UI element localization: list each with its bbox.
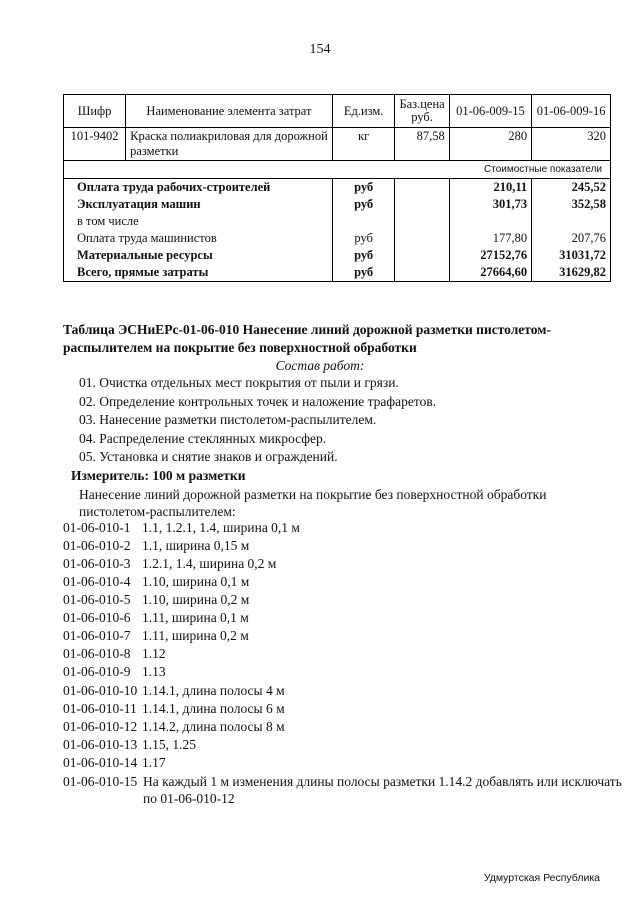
material-name: Краска полиакриловая для дорожной разметки bbox=[126, 128, 333, 161]
summary-v1: 210,11 bbox=[449, 179, 531, 197]
summary-v1: 27152,76 bbox=[449, 247, 531, 264]
rate-text: На каждый 1 м изменения длины полосы разметки 1.14.2 добавлять или исключать bbox=[143, 774, 622, 789]
summary-row bbox=[64, 196, 611, 213]
summary-unit: руб bbox=[332, 196, 395, 213]
region-footer: Удмуртская Республика bbox=[483, 872, 600, 884]
summary-price bbox=[395, 264, 449, 282]
rate-continuation: по 01-06-010-12 bbox=[143, 791, 235, 806]
rate-code: 01-06-010-13 bbox=[63, 737, 138, 752]
rate-code: 01-06-010-10 bbox=[63, 683, 138, 698]
rate-row bbox=[63, 520, 300, 536]
header-rate-2: 01-06-009-16 bbox=[532, 95, 611, 128]
summary-row bbox=[64, 230, 611, 247]
summary-price bbox=[395, 179, 449, 197]
rate-code: 01-06-010-4 bbox=[63, 574, 131, 589]
rate-text: 1.2.1, 1.4, ширина 0,2 м bbox=[142, 556, 277, 571]
work-item: 02. Определение контрольных точек и наложение трафаретов. bbox=[79, 394, 437, 409]
rate-row bbox=[63, 556, 276, 572]
material-unit: кг bbox=[332, 128, 395, 161]
summary-v2 bbox=[532, 213, 611, 230]
summary-v2: 207,76 bbox=[532, 230, 611, 247]
summary-row bbox=[64, 264, 611, 282]
summary-row bbox=[64, 213, 611, 230]
rate-row bbox=[63, 719, 285, 735]
material-price: 87,58 bbox=[395, 128, 449, 161]
rate-text: 1.1, 1.2.1, 1.4, ширина 0,1 м bbox=[142, 520, 300, 535]
rate-text: 1.11, ширина 0,2 м bbox=[142, 628, 249, 643]
summary-unit: руб bbox=[332, 247, 395, 264]
summary-v1: 177,80 bbox=[449, 230, 531, 247]
rate-row bbox=[63, 538, 249, 554]
summary-v1 bbox=[449, 213, 531, 230]
material-row bbox=[64, 128, 611, 161]
rate-row bbox=[63, 737, 196, 753]
rate-row bbox=[63, 646, 166, 662]
rate-code: 01-06-010-9 bbox=[63, 664, 131, 679]
summary-price bbox=[395, 230, 449, 247]
summary-name: Эксплуатация машин bbox=[64, 196, 333, 213]
rate-row bbox=[63, 592, 249, 608]
rates-description: Нанесение линий дорожной разметки на покрытие без поверхностной обработки пистолетом-распылителем: bbox=[79, 487, 547, 519]
rate-row bbox=[63, 628, 249, 644]
rate-code: 01-06-010-3 bbox=[63, 556, 131, 571]
work-item: 05. Установка и снятие знаков и ограждений. bbox=[79, 449, 338, 464]
work-item: 03. Нанесение разметки пистолетом-распылителем. bbox=[79, 412, 377, 427]
rate-code: 01-06-010-7 bbox=[63, 628, 131, 643]
rate-text: 1.13 bbox=[142, 664, 166, 679]
rate-text: 1.14.1, длина полосы 6 м bbox=[142, 701, 285, 716]
rate-row bbox=[63, 755, 166, 771]
summary-price bbox=[395, 247, 449, 264]
rate-text: 1.11, ширина 0,1 м bbox=[142, 610, 249, 625]
meter-line: Измеритель: 100 м разметки bbox=[71, 468, 246, 483]
header-unit: Ед.изм. bbox=[332, 95, 395, 128]
table-header-row bbox=[64, 95, 611, 128]
summary-unit: руб bbox=[332, 179, 395, 197]
rate-code: 01-06-010-11 bbox=[63, 701, 137, 716]
rate-row bbox=[63, 664, 166, 680]
summary-unit: руб bbox=[332, 264, 395, 282]
rate-text: 1.10, ширина 0,2 м bbox=[142, 592, 250, 607]
rate-text: 1.15, 1.25 bbox=[142, 737, 196, 752]
summary-name: Оплата труда рабочих-строителей bbox=[64, 179, 333, 197]
rate-text: 1.1, ширина 0,15 м bbox=[142, 538, 250, 553]
summary-price bbox=[395, 213, 449, 230]
rate-row bbox=[63, 701, 285, 717]
page-number: 154 bbox=[309, 42, 331, 57]
rate-text: 1.14.1, длина полосы 4 м bbox=[142, 683, 285, 698]
summary-name: Оплата труда машинистов bbox=[64, 230, 333, 247]
rate-row bbox=[63, 610, 249, 626]
material-v1: 280 bbox=[449, 128, 531, 161]
summary-name: Материальные ресурсы bbox=[64, 247, 333, 264]
summary-unit bbox=[332, 213, 395, 230]
rate-code: 01-06-010-2 bbox=[63, 538, 131, 553]
work-item: 04. Распределение стеклянных микросфер. bbox=[79, 431, 327, 446]
header-price: Баз.цена руб. bbox=[395, 95, 449, 128]
summary-row bbox=[64, 179, 611, 197]
rate-text: 1.14.2, длина полосы 8 м bbox=[142, 719, 285, 734]
summary-v1: 301,73 bbox=[449, 196, 531, 213]
work-item: 01. Очистка отдельных мест покрытия от пыли и грязи. bbox=[79, 375, 399, 390]
rate-code: 01-06-010-6 bbox=[63, 610, 131, 625]
material-v2: 320 bbox=[532, 128, 611, 161]
rate-text: 1.17 bbox=[142, 755, 166, 770]
section-title: Таблица ЭСНиЕРс-01-06-010 Нанесение линий дорожной разметки пистолетом-распылителем на покрытие без поверхностной обработки bbox=[63, 322, 551, 355]
rate-code: 01-06-010-14 bbox=[63, 755, 138, 770]
rate-code: 01-06-010-1 bbox=[63, 520, 131, 535]
summary-row bbox=[64, 247, 611, 264]
header-name: Наименование элемента затрат bbox=[126, 95, 333, 128]
rate-text: 1.12 bbox=[142, 646, 166, 661]
summary-v1: 27664,60 bbox=[449, 264, 531, 282]
rate-row bbox=[63, 774, 622, 790]
rate-code: 01-06-010-5 bbox=[63, 592, 131, 607]
rate-code: 01-06-010-8 bbox=[63, 646, 131, 661]
summary-v2: 31629,82 bbox=[532, 264, 611, 282]
header-code: Шифр bbox=[64, 95, 126, 128]
summary-price bbox=[395, 196, 449, 213]
rate-row bbox=[63, 574, 249, 590]
summary-unit: руб bbox=[332, 230, 395, 247]
indicators-label: Стоимостные показатели bbox=[64, 161, 611, 179]
rate-code: 01-06-010-15 bbox=[63, 774, 138, 789]
works-heading: Состав работ: bbox=[275, 358, 365, 373]
cost-table bbox=[63, 94, 611, 282]
header-rate-1: 01-06-009-15 bbox=[449, 95, 531, 128]
summary-v2: 31031,72 bbox=[532, 247, 611, 264]
rate-text: 1.10, ширина 0,1 м bbox=[142, 574, 250, 589]
summary-v2: 352,58 bbox=[532, 196, 611, 213]
summary-v2: 245,52 bbox=[532, 179, 611, 197]
rate-row bbox=[63, 683, 285, 699]
material-code: 101-9402 bbox=[64, 128, 126, 161]
rate-code: 01-06-010-12 bbox=[63, 719, 138, 734]
indicators-row bbox=[64, 161, 611, 179]
summary-name: Всего, прямые затраты bbox=[64, 264, 333, 282]
summary-name: в том числе bbox=[64, 213, 333, 230]
